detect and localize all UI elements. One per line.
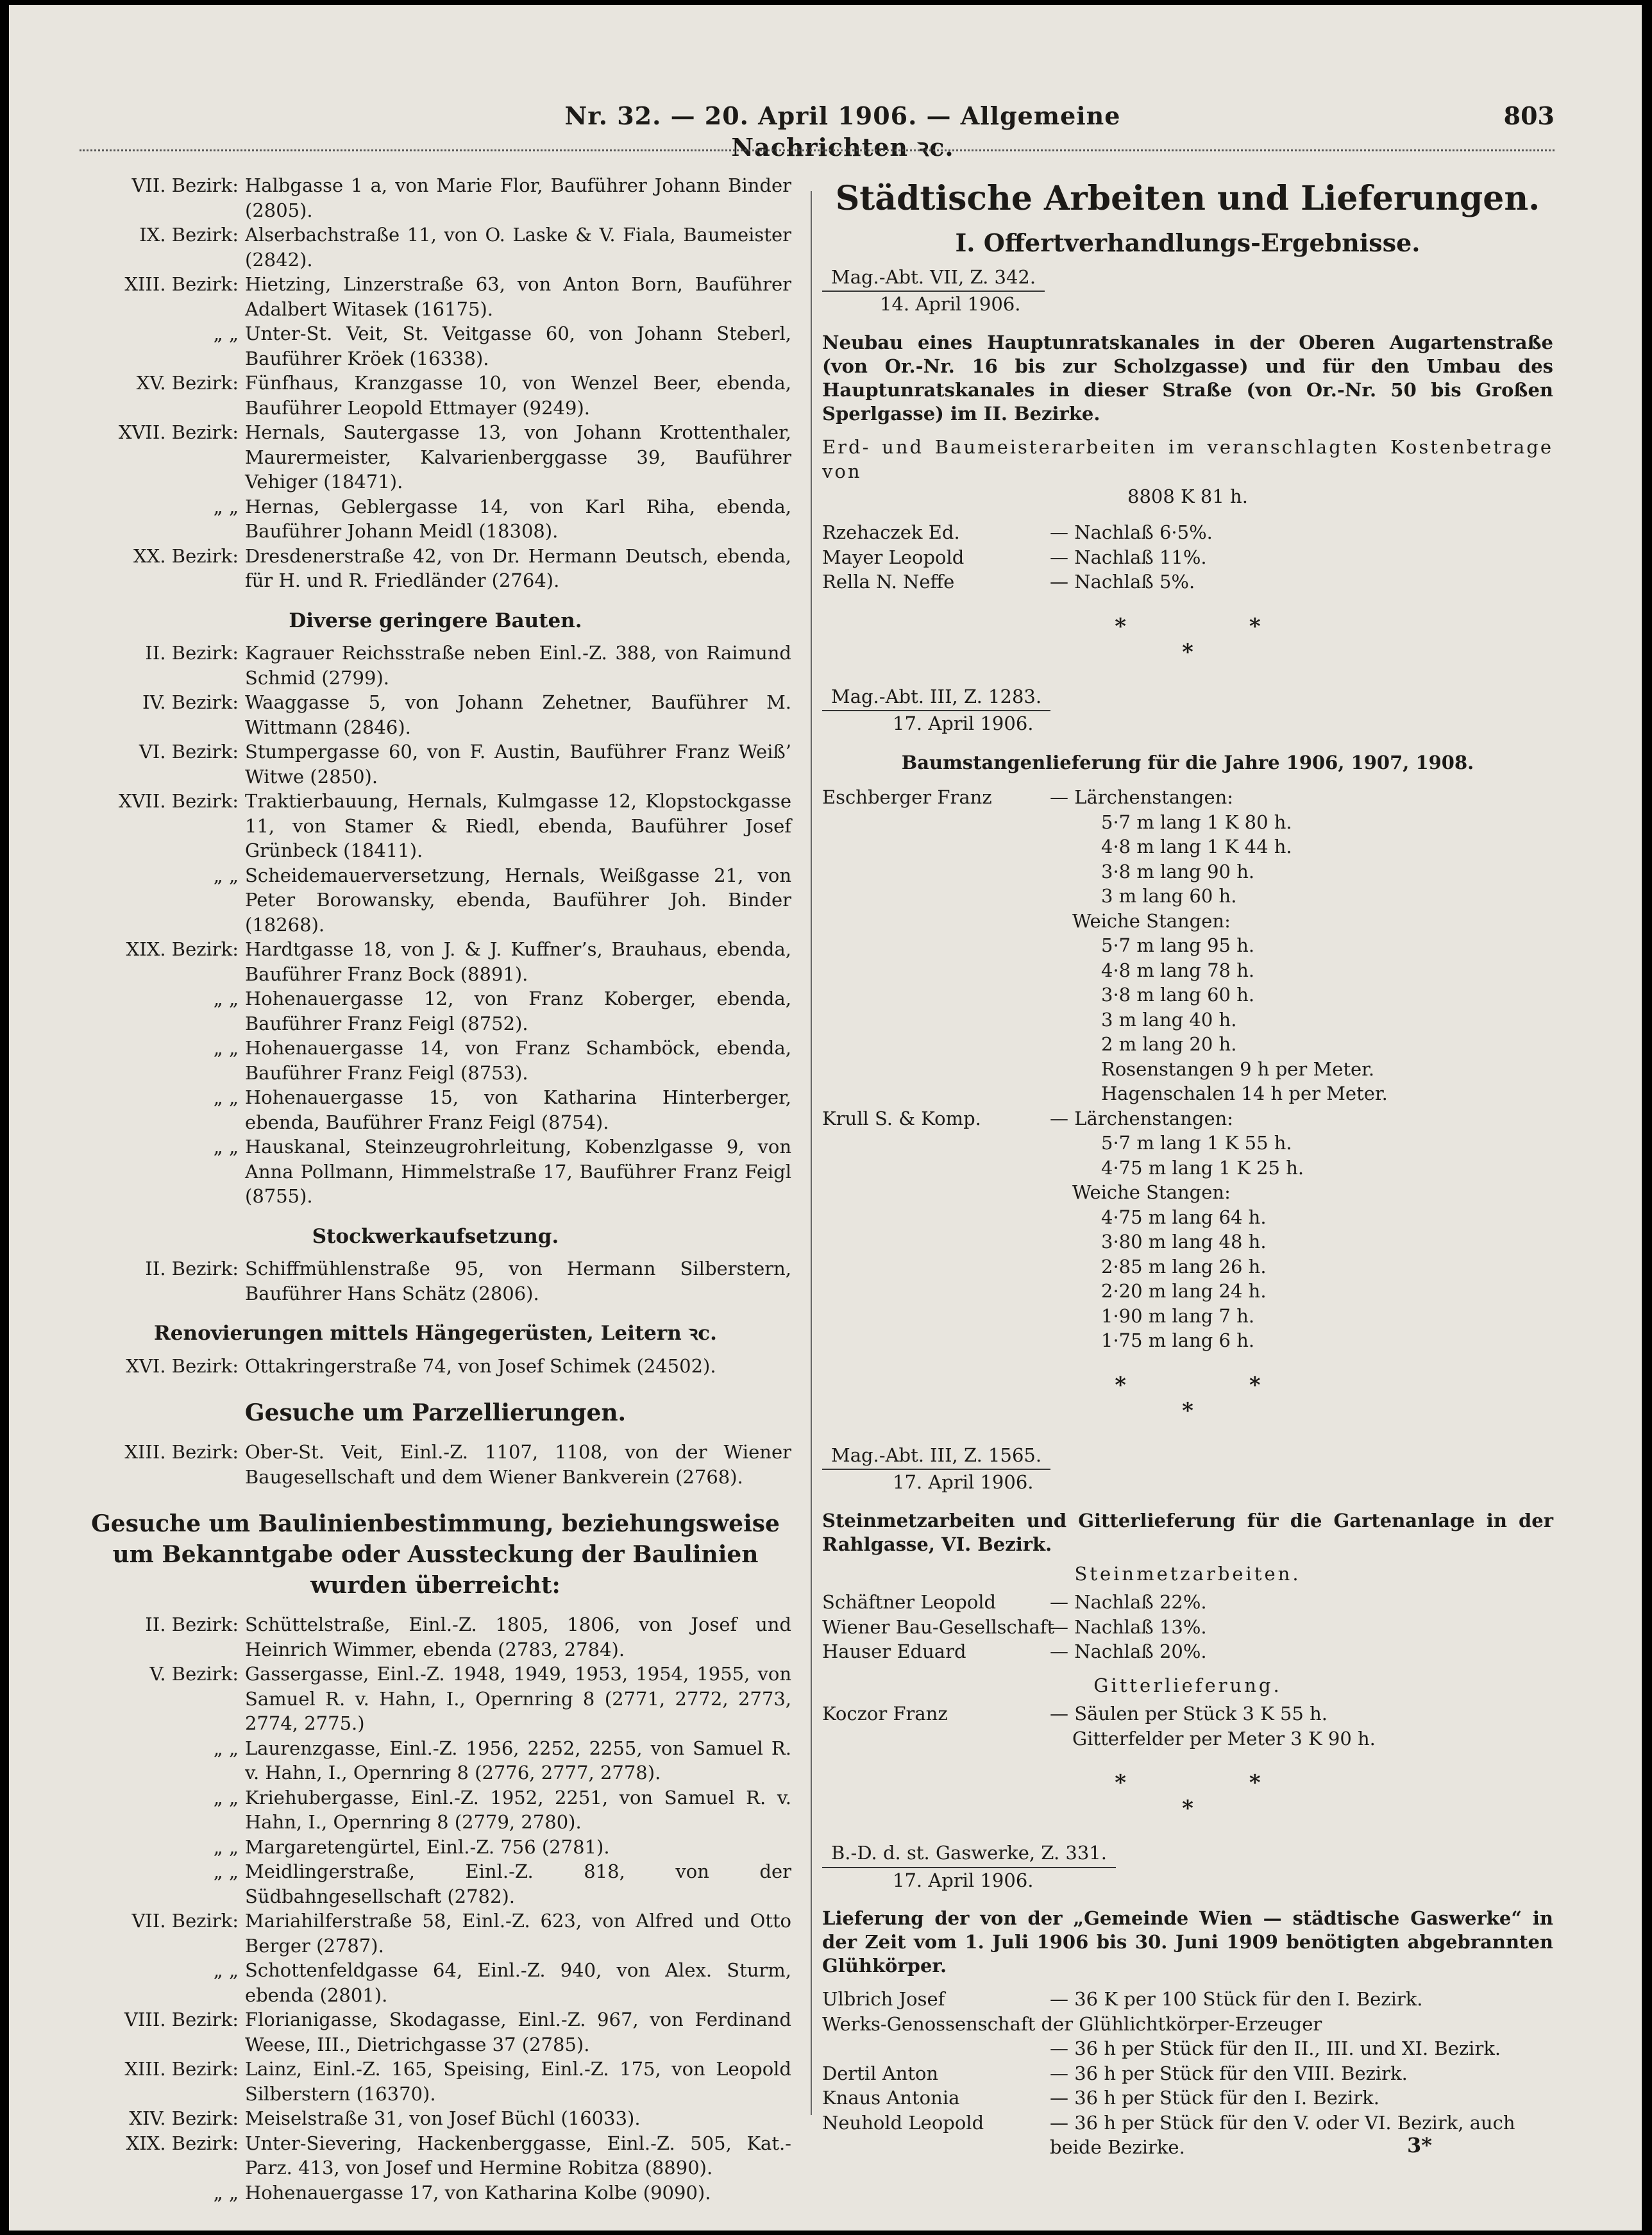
tender-subject: Steinmetzarbeiten und Gitterlieferung für die Gartenanlage in der Rahlgasse, VI. Bezirk. <box>822 1509 1553 1555</box>
entry-text: Laurenzgasse, Einl.-Z. 1956, 2252, 2255, von Samuel R. v. Hahn, I., Opernring 8 (2776, 2777, 2778). <box>245 1737 791 1784</box>
list-item <box>80 1958 791 2007</box>
district-label: II. Bezirk: <box>145 1258 239 1279</box>
work-description: Erd- und Baumeisterarbeiten im veranschlagten Kostenbetrage von <box>822 435 1553 482</box>
bidder-name: Wiener Bau-Gesellschaft <box>822 1615 1055 1638</box>
bidder-name: Rella N. Neffe <box>822 571 955 593</box>
entry-text: Lainz, Einl.-Z. 165, Speising, Einl.-Z. 175, von Leopold Silberstern (16370). <box>245 2058 791 2105</box>
list-item <box>80 1662 791 1736</box>
tender-ref-4 <box>822 1841 1553 1893</box>
district-label: XIII. Bezirk: <box>124 273 239 295</box>
entry-text: Mariahilferstraße 58, Einl.-Z. 623, von Alfred und Otto Berger (2787). <box>245 1910 791 1957</box>
price-line: 2·85 m lang 26 h. <box>1101 1255 1267 1278</box>
district-label: II. Bezirk: <box>145 1614 239 1635</box>
district-label: XVII. Bezirk: <box>118 790 239 812</box>
district-label: XIII. Bezirk: <box>124 2058 239 2080</box>
district-label: „ „ <box>213 1860 239 1882</box>
bid-list <box>822 1987 1553 2160</box>
bid-value: — 36 h per Stück für den II., III. und XI. Bezirk. <box>1050 2037 1501 2059</box>
price-line: 5·7 m lang 1 K 55 h. <box>1101 1132 1292 1154</box>
list-item <box>80 1859 791 1909</box>
bid-value: — Nachlaß 13%. <box>1050 1615 1207 1638</box>
price-line: Weiche Stangen: <box>1072 909 1231 932</box>
bid-value-continued: Gitterfelder per Meter 3 K 90 h. <box>1072 1727 1376 1750</box>
entry-list-storey-addition <box>80 1256 791 1306</box>
district-label: XIX. Bezirk: <box>126 2132 239 2154</box>
bid-list <box>822 520 1553 595</box>
tender-subject: Baumstangenlieferung für die Jahre 1906, 1907, 1908. <box>901 751 1474 773</box>
list-item <box>80 223 791 272</box>
list-item <box>80 2180 791 2205</box>
reference-number: Mag.-Abt. VII, Z. 342. <box>822 265 1045 292</box>
bid-value: — 36 h per Stück für den I. Bezirk. <box>1050 2087 1379 2109</box>
price-line: 4·8 m lang 1 K 44 h. <box>1101 836 1292 857</box>
district-label: VII. Bezirk: <box>131 174 239 196</box>
bidder-name: Neuhold Leopold <box>822 2111 984 2134</box>
list-item <box>80 544 791 593</box>
district-label: „ „ <box>213 988 239 1009</box>
list-item <box>80 371 791 420</box>
entry-text: Hietzing, Linzerstraße 63, von Anton Born, Bauführer Adalbert Witasek (16175). <box>245 273 791 320</box>
price-line: Rosenstangen 9 h per Meter. <box>1101 1058 1375 1080</box>
list-item <box>80 1909 791 1958</box>
price-line: 3·80 m lang 48 h. <box>1101 1231 1267 1252</box>
district-label: XX. Bezirk: <box>133 544 239 567</box>
district-label: „ „ <box>213 1136 239 1158</box>
entry-text: Kagrauer Reichsstraße neben Einl.-Z. 388, von Raimund Schmid (2799). <box>245 642 791 689</box>
entry-text: Stumpergasse 60, von F. Austin, Bauführer Franz Weiß’ Witwe (2850). <box>245 741 791 788</box>
bidder-name: Ulbrich Josef <box>822 1988 945 2010</box>
district-label: „ „ <box>213 1037 239 1059</box>
entry-text: Unter-St. Veit, St. Veitgasse 60, von Johann Steberl, Bauführer Kröek (16338). <box>245 323 791 369</box>
entry-text: Schottenfeldgasse 64, Einl.-Z. 940, von Alex. Sturm, ebenda (2801). <box>245 1959 791 2006</box>
bid-row <box>822 785 1553 810</box>
column-divider <box>811 191 812 2115</box>
bid-row <box>822 1615 1553 1640</box>
section-heading-renovations: Renovierungen mittels Hängegerüsten, Leitern ꝛc. <box>154 1322 717 1345</box>
entry-text: Hohenauergasse 14, von Franz Schamböck, ebenda, Bauführer Franz Feigl (8753). <box>245 1037 791 1084</box>
bidder-name: Rzehaczek Ed. <box>822 521 960 543</box>
entry-text: Halbgasse 1 a, von Marie Flor, Bauführer Johann Binder (2805). <box>245 174 791 221</box>
list-item <box>80 321 791 371</box>
entry-text: Gassergasse, Einl.-Z. 1948, 1949, 1953, 1954, 1955, von Samuel R. v. Hahn, I., Opernring 8 (2771, 2772, 2773, 2774, 2775.) <box>245 1663 791 1734</box>
entry-text: Hernas, Geblergasse 14, von Karl Riha, ebenda, Bauführer Johann Meidl (18308). <box>245 495 791 542</box>
entry-text: Hernals, Sautergasse 13, von Johann Krottenthaler, Maurermeister, Kalvarienberggasse 39, Bauführer Vehiger (18471). <box>245 421 791 493</box>
right-column <box>822 173 1553 2160</box>
price-line: 5·7 m lang 95 h. <box>1101 934 1255 956</box>
bid-value: — Nachlaß 22%. <box>1050 1591 1207 1613</box>
entry-text: Waaggasse 5, von Johann Zehetner, Bauführer M. Wittmann (2846). <box>245 691 791 738</box>
district-label: VI. Bezirk: <box>139 741 239 763</box>
header-divider <box>80 149 1555 151</box>
entry-text: Meidlingerstraße, Einl.-Z. 818, von der Südbahngesellschaft (2782). <box>245 1860 791 1907</box>
entry-text: Scheidemauerversetzung, Hernals, Weißgasse 21, von Peter Borowansky, ebenda, Bauführer Joh. Binder (18268). <box>245 864 791 936</box>
bidder-name: Eschberger Franz <box>822 786 992 808</box>
bid-price-lines <box>822 1131 1553 1353</box>
district-label: VII. Bezirk: <box>131 1910 239 1932</box>
bid-value: — Nachlaß 5%. <box>1050 571 1195 593</box>
list-item <box>80 789 791 863</box>
section-heading-minor-buildings: Diverse geringere Bauten. <box>289 609 582 632</box>
reference-date: 17. April 1906. <box>893 1869 1034 1891</box>
reference-date: 14. April 1906. <box>880 293 1021 315</box>
section-heading-parcelling: Gesuche um Parzellierungen. <box>244 1399 627 1426</box>
district-label: „ „ <box>213 495 239 518</box>
entry-text: Alserbachstraße 11, von O. Laske & V. Fiala, Baumeister (2842). <box>245 224 791 271</box>
entry-text: Dresdenerstraße 42, von Dr. Hermann Deutsch, ebenda, für H. und R. Friedländer (2764). <box>245 544 791 591</box>
bidder-name: Werks-Genossenschaft der Glühlichtkörper-Erzeuger <box>822 2012 1322 2035</box>
bid-value: — Nachlaß 20%. <box>1050 1640 1207 1662</box>
district-label: IV. Bezirk: <box>142 691 239 713</box>
entry-text: Meiselstraße 31, von Josef Büchl (16033). <box>245 2107 641 2129</box>
bid-row <box>822 1106 1553 1131</box>
district-label: „ „ <box>213 323 239 344</box>
district-label: „ „ <box>213 1737 239 1759</box>
district-label: IX. Bezirk: <box>139 224 239 246</box>
entry-list-building-lines <box>80 1612 791 2205</box>
bid-row <box>822 1590 1553 1615</box>
price-line: Weiche Stangen: <box>1072 1181 1231 1203</box>
entry-text: Hohenauergasse 12, von Franz Koberger, ebenda, Bauführer Franz Feigl (8752). <box>245 988 791 1034</box>
district-label: XIV. Bezirk: <box>129 2107 239 2129</box>
list-item <box>80 1612 791 1662</box>
entry-text: Traktierbauung, Hernals, Kulmgasse 12, Klopstockgasse 11, von Stamer & Riedl, ebenda, Bauführer Josef Grünbeck (18411). <box>245 790 791 861</box>
section-heading-building-lines: Gesuche um Baulinienbestimmung, beziehungsweise um Bekanntgabe oder Aussteckung der Baulinien wurden überreicht: <box>91 1510 780 1599</box>
header-title: Nr. 32. — 20. April 1906. — Allgemeine Nachrichten ꝛc. <box>564 101 1121 162</box>
bid-block-1 <box>822 785 1553 1353</box>
price-line: 5·7 m lang 1 K 80 h. <box>1101 811 1292 833</box>
list-item <box>80 937 791 986</box>
estimated-amount: 8808 K 81 h. <box>1127 485 1248 507</box>
list-item <box>80 986 791 1036</box>
section-separator: * * * <box>1115 613 1319 665</box>
district-label: „ „ <box>213 2181 239 2204</box>
bid-row <box>822 569 1553 595</box>
district-label: XIX. Bezirk: <box>126 938 239 960</box>
entry-list-parcelling <box>80 1440 791 1489</box>
district-label: XVI. Bezirk: <box>126 1354 239 1377</box>
list-item <box>80 173 791 223</box>
footnote-mark: 3* <box>1407 2133 1432 2157</box>
bid-value: — Lärchenstangen: <box>1050 1107 1234 1129</box>
page-number: 803 <box>1503 101 1555 130</box>
district-label: „ „ <box>213 1086 239 1108</box>
bidder-name: Hauser Eduard <box>822 1640 966 1662</box>
tender-ref-2 <box>822 684 1553 736</box>
list-item <box>80 641 791 690</box>
price-line: 3 m lang 60 h. <box>1101 885 1237 907</box>
price-line: 3·8 m lang 60 h. <box>1101 984 1255 1006</box>
entry-text: Schüttelstraße, Einl.-Z. 1805, 1806, von Josef und Heinrich Wimmer, ebenda (2783, 2784). <box>245 1614 791 1660</box>
bidder-name: Schäftner Leopold <box>822 1591 997 1613</box>
price-line: 4·8 m lang 78 h. <box>1101 959 1255 981</box>
list-item <box>80 420 791 494</box>
price-line: 2 m lang 20 h. <box>1101 1033 1237 1055</box>
bid-row <box>822 2061 1553 2086</box>
list-item <box>80 1036 791 1085</box>
bidder-name: Mayer Leopold <box>822 546 965 568</box>
list-item <box>80 1134 791 1209</box>
list-item <box>80 739 791 789</box>
district-label: „ „ <box>213 1959 239 1981</box>
entry-text: Florianigasse, Skodagasse, Einl.-Z. 967, von Ferdinand Weese, III., Dietrichgasse 37 (2785). <box>245 2009 791 2055</box>
list-item <box>80 1835 791 1860</box>
left-column <box>80 173 791 2205</box>
list-item <box>80 1085 791 1134</box>
bidder-name: Koczor Franz <box>822 1703 948 1725</box>
entry-text: Unter-Sievering, Hackenberggasse, Einl.-Z. 505, Kat.-Parz. 413, von Josef und Hermine Robitza (8890). <box>245 2132 791 2179</box>
entry-text: Hardtgasse 18, von J. & J. Kuffner’s, Brauhaus, ebenda, Bauführer Franz Bock (8891). <box>245 938 791 985</box>
newspaper-page <box>9 5 1642 2231</box>
reference-number: B.-D. d. st. Gaswerke, Z. 331. <box>822 1841 1116 1868</box>
bid-value: — Lärchenstangen: <box>1050 786 1234 808</box>
district-label: II. Bezirk: <box>145 642 239 664</box>
district-label: „ „ <box>213 864 239 886</box>
reference-date: 17. April 1906. <box>893 713 1034 734</box>
section-separator: * * * <box>1115 1770 1319 1821</box>
list-item <box>80 2057 791 2106</box>
bid-row <box>822 1701 1553 1726</box>
page-header <box>80 101 1555 162</box>
district-label: XV. Bezirk: <box>136 372 239 394</box>
entry-text: Hauskanal, Steinzeugrohrleitung, Kobenzlgasse 9, von Anna Pollmann, Himmelstraße 17, Bauführer Franz Feigl (8755). <box>245 1136 791 1207</box>
entry-list-renovations <box>80 1354 791 1379</box>
district-label: VIII. Bezirk: <box>124 2009 239 2030</box>
tender-subject: Neubau eines Hauptunratskanales in der Oberen Augartenstraße (von Or.-Nr. 16 bis zur Scholzgasse) und für den Umbau des Hauptunratskanales in dieser Straße (von Or.-Nr. 50 bis Großen Sperlgasse) im II. Bezirke. <box>822 331 1553 425</box>
sub-title: I. Offertverhandlungs-Ergebnisse. <box>955 228 1420 257</box>
reference-date: 17. April 1906. <box>893 1471 1034 1493</box>
tender-ref-1 <box>822 265 1553 317</box>
bid-value: — 36 h per Stück für den VIII. Bezirk. <box>1050 2062 1408 2084</box>
entry-text: Kriehubergasse, Einl.-Z. 1952, 2251, von Samuel R. v. Hahn, I., Opernring 8 (2779, 2780). <box>245 1786 791 1833</box>
list-item <box>80 1256 791 1306</box>
bid-value: — Nachlaß 6·5%. <box>1050 521 1213 543</box>
bidder-name: Knaus Antonia <box>822 2087 960 2109</box>
district-label: „ „ <box>213 1835 239 1858</box>
price-line: 1·75 m lang 6 h. <box>1101 1329 1255 1351</box>
price-line: 4·75 m lang 64 h. <box>1101 1206 1267 1228</box>
entry-text: Hohenauergasse 17, von Katharina Kolbe (9090). <box>245 2181 711 2204</box>
district-label: V. Bezirk: <box>149 1663 239 1685</box>
district-label: XIII. Bezirk: <box>124 1441 239 1463</box>
list-item <box>80 1354 791 1379</box>
list-item <box>80 690 791 739</box>
list-item <box>80 1736 791 1785</box>
entry-text: Schiffmühlenstraße 95, von Hermann Silberstern, Bauführer Hans Schätz (2806). <box>245 1258 791 1304</box>
list-item <box>80 272 791 321</box>
entry-text: Fünfhaus, Kranzgasse 10, von Wenzel Beer, ebenda, Bauführer Leopold Ettmayer (9249). <box>245 372 791 419</box>
tender-subject: Lieferung der von der „Gemeinde Wien — städtische Gaswerke“ in der Zeit vom 1. Juli 1906 bis 30. Juni 1909 benötigten abgebrannten Glühkörper. <box>822 1907 1553 1977</box>
bid-row <box>822 2111 1553 2160</box>
bid-row <box>822 1639 1553 1664</box>
entry-list-new-buildings <box>80 173 791 593</box>
price-line: 1·90 m lang 7 h. <box>1101 1304 1255 1327</box>
bidder-name: Dertil Anton <box>822 2062 939 2084</box>
list-item <box>80 1785 791 1835</box>
subheading-stonework: Steinmetzarbeiten. <box>1074 1562 1301 1585</box>
bid-value: — Nachlaß 11%. <box>1050 546 1207 568</box>
list-item <box>80 2106 791 2131</box>
bid-row <box>822 545 1553 570</box>
section-separator: * * * <box>1115 1372 1319 1424</box>
bid-row <box>822 2086 1553 2111</box>
entry-list-minor-buildings <box>80 641 791 1209</box>
list-item <box>80 2131 791 2180</box>
bidder-name: Krull S. & Komp. <box>822 1107 981 1129</box>
bid-row <box>822 520 1553 545</box>
price-line: 4·75 m lang 1 K 25 h. <box>1101 1156 1304 1179</box>
price-line: 3·8 m lang 90 h. <box>1101 860 1255 882</box>
reference-number: Mag.-Abt. III, Z. 1565. <box>822 1443 1050 1471</box>
tender-ref-3 <box>822 1443 1553 1495</box>
bid-row <box>822 1987 1553 2012</box>
bid-value: — 36 K per 100 Stück für den I. Bezirk. <box>1050 1988 1423 2010</box>
district-label: XVII. Bezirk: <box>118 421 239 443</box>
subheading-railings: Gitterlieferung. <box>1093 1674 1282 1696</box>
price-line: Hagenschalen 14 h per Meter. <box>1101 1083 1388 1104</box>
list-item <box>80 2007 791 2057</box>
bid-row <box>822 2036 1553 2061</box>
entry-text: Margaretengürtel, Einl.-Z. 756 (2781). <box>245 1835 610 1858</box>
list-item <box>80 1440 791 1489</box>
bid-value: — 36 h per Stück für den V. oder VI. Bezirk, auch beide Bezirke. <box>1050 2111 1515 2158</box>
list-item <box>80 863 791 938</box>
district-label: „ „ <box>213 1786 239 1809</box>
bid-price-lines <box>822 810 1553 1106</box>
entry-text: Ottakringerstraße 74, von Josef Schimek (24502). <box>245 1354 716 1377</box>
entry-text: Hohenauergasse 15, von Katharina Hinterberger, ebenda, Bauführer Franz Feigl (8754). <box>245 1086 791 1133</box>
price-line: 2·20 m lang 24 h. <box>1101 1280 1267 1302</box>
bid-value: — Säulen per Stück 3 K 55 h. <box>1050 1703 1328 1725</box>
main-title: Städtische Arbeiten und Lieferungen. <box>835 179 1540 218</box>
reference-number: Mag.-Abt. III, Z. 1283. <box>822 684 1050 712</box>
entry-text: Ober-St. Veit, Einl.-Z. 1107, 1108, von der Wiener Baugesellschaft und dem Wiener Bankverein (2768). <box>245 1441 791 1488</box>
list-item <box>80 494 791 544</box>
section-heading-storey-addition: Stockwerkaufsetzung. <box>312 1224 559 1248</box>
price-line: 3 m lang 40 h. <box>1101 1008 1237 1031</box>
